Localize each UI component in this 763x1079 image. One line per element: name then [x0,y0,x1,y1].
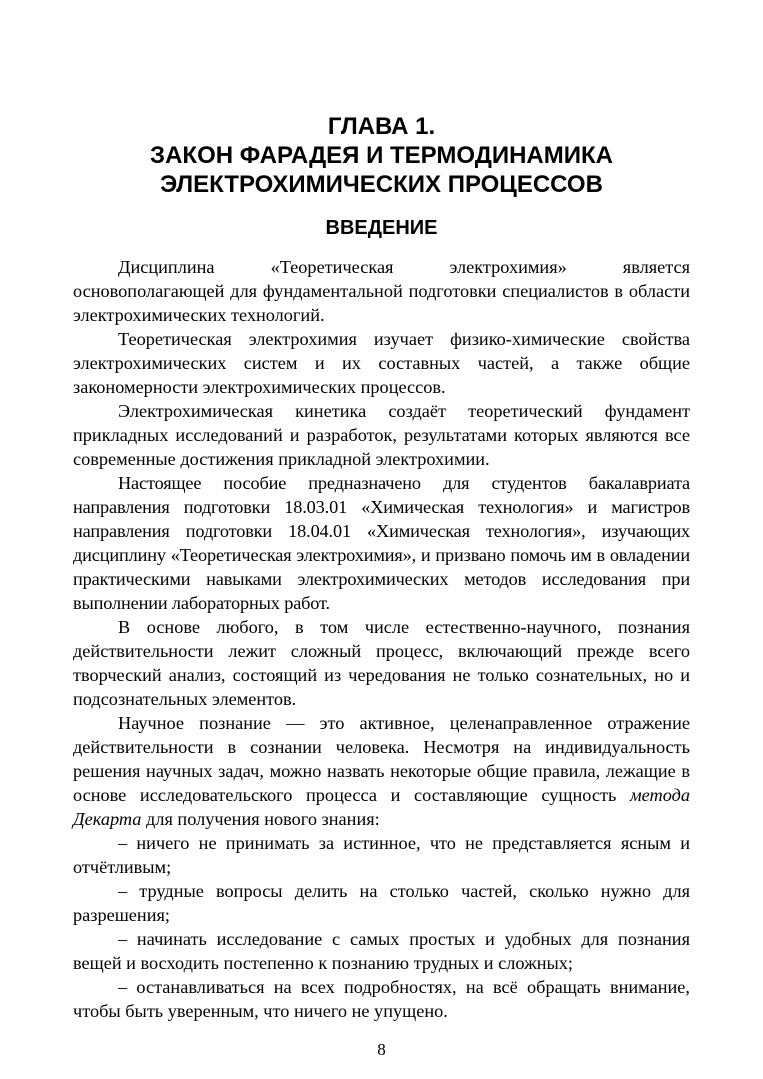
page-number: 8 [377,1040,386,1059]
chapter-number: ГЛАВА 1. [327,113,436,140]
paragraph-descartes [73,711,690,831]
paragraph: Дисциплина «Теоретическая электрохимия» является основополагающей для фундаментальной подготовки специалистов в области электрохимических технологий. [73,257,690,325]
list-item: – трудные вопросы делить на столько частей, сколько нужно для разрешения; [73,881,690,925]
paragraph-text: для получения нового знания: [141,809,380,829]
list-item: – начинать исследование с самых простых и удобных для познания вещей и восходить постепенно к познанию трудных и сложных; [73,929,690,973]
emphasis-descartes-method: метода Декарта [73,785,690,829]
paragraph-text: Научное познание — это активное, целенаправленное отражение действительности в сознании человека. Несмотря на индивидуальность решения научных задач, можно назвать некоторые общие правила, лежащие в основе исследовательского процесса и составляющие сущность [73,713,690,805]
paragraph: Электрохимическая кинетика создаёт теоретический фундамент прикладных исследований и разработок, результатами которых являются все современные достижения прикладной электрохимии. [73,401,690,469]
paragraph: В основе любого, в том числе естественно-научного, познания действительности лежит сложный процесс, включающий прежде всего творческий анализ, состоящий из чередования не только сознательных, но и подсознательных элементов. [73,617,690,709]
page-content [73,112,690,1023]
list-item: – останавливаться на всех подробностях, на всё обращать внимание, чтобы быть уверенным, что ничего не упущено. [73,977,690,1021]
chapter-title [73,112,690,199]
chapter-title-line-2: ЭЛЕКТРОХИМИЧЕСКИХ ПРОЦЕССОВ [160,171,603,198]
list-item: – ничего не принимать за истинное, что не представляется ясным и отчётливым; [73,833,690,877]
body-text [73,255,690,1023]
section-title: ВВЕДЕНИЕ [325,217,438,239]
paragraph: Теоретическая электрохимия изучает физико-химические свойства электрохимических систем и их составных частей, а также общие закономерности электрохимических процессов. [73,329,690,397]
paragraph: Настоящее пособие предназначено для студентов бакалавриата направления подготовки 18.03.01 «Химическая технология» и магистров направления подготовки 18.04.01 «Химическая технология», изучающих дисциплину «Теоретическая электрохимия», и призвано помочь им в овладении практическими навыками электрохимических методов исследования при выполнении лабораторных работ. [73,473,690,613]
chapter-title-line-1: ЗАКОН ФАРАДЕЯ И ТЕРМОДИНАМИКА [150,142,613,169]
